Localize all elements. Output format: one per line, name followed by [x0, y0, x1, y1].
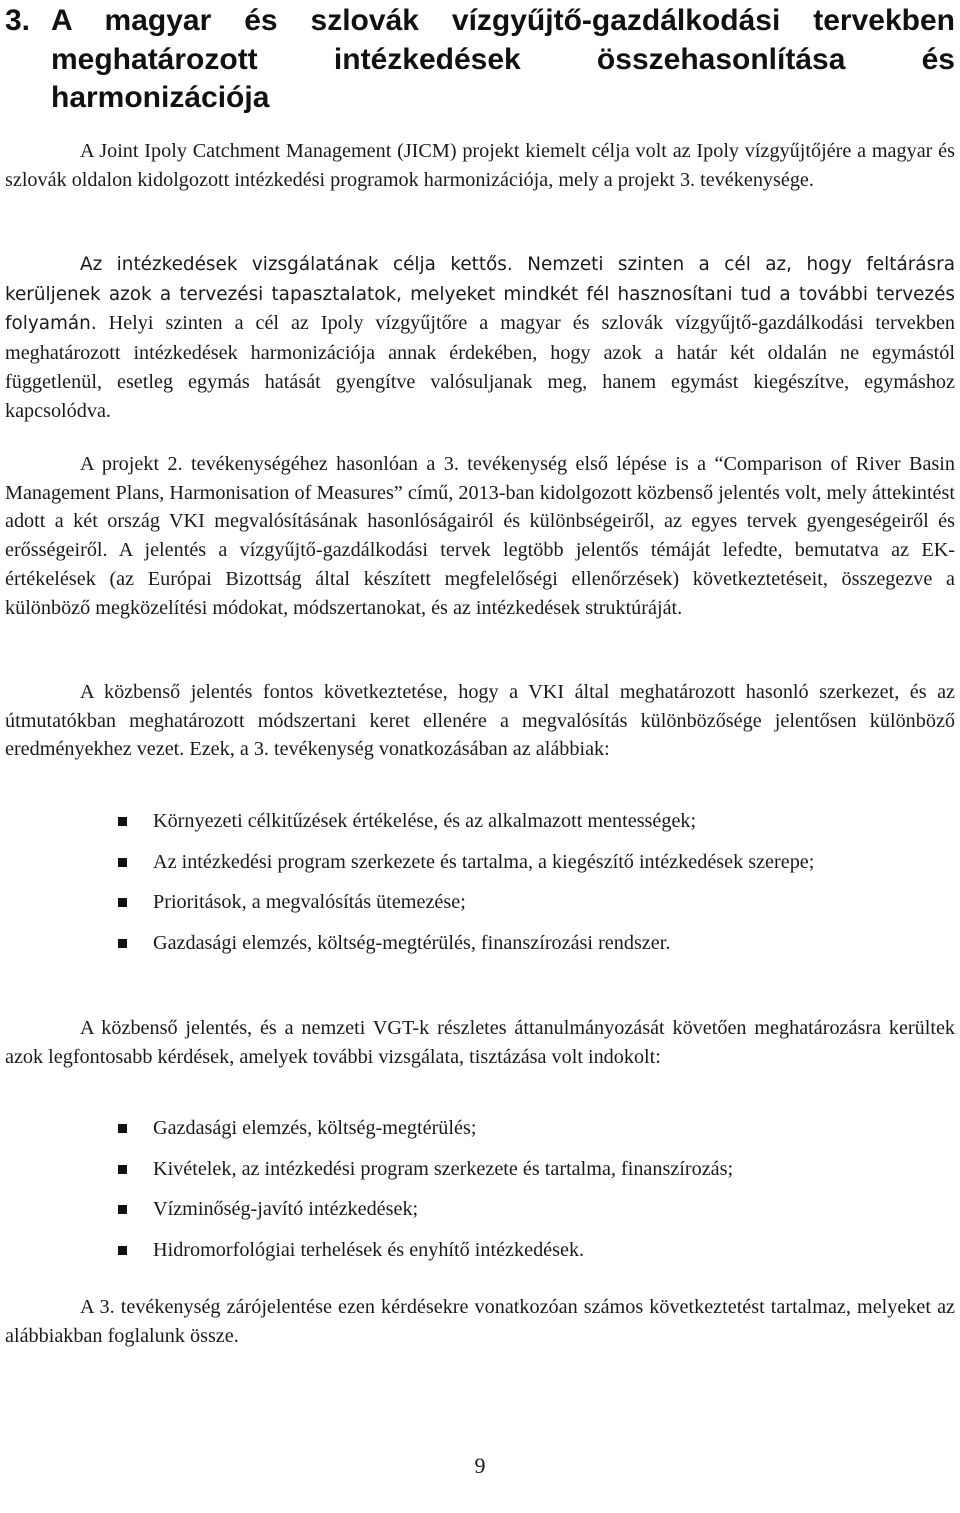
list-item: Gazdasági elemzés, költség-megtérülés; [5, 1114, 955, 1143]
list-item: Prioritások, a megvalósítás ütemezése; [5, 888, 955, 917]
square-bullet-icon [118, 1165, 127, 1174]
page-number: 9 [474, 1453, 486, 1478]
list-item: Gazdasági elemzés, költség-megtérülés, finanszírozási rendszer. [5, 929, 955, 958]
paragraph-conclusion: A közbenső jelentés fontos következtetése, hogy a VKI által meghatározott hasonló szerkezet, és az útmutatókban meghatározott módszertani keret ellenére a megvalósítás különbözősége jelentősen különböző eredményekhez vezet. Ezek, a 3. tevékenység vonatkozásában az alábbiak: [5, 681, 955, 761]
list-implementation-differences [5, 807, 955, 958]
section-number: 3. [5, 4, 31, 37]
square-bullet-icon [118, 898, 127, 907]
paragraph-goals-lead: Az intézkedések vizsgálatának célja kettős. [80, 254, 513, 275]
square-bullet-icon [118, 817, 127, 826]
paragraph-goals-local: Helyi szinten a cél az Ipoly vízgyűjtőre a magyar és szlovák vízgyűjtő-gazdálkodási tervekben meghatározott intézkedések harmonizációja annak érdekében, hogy azok a határ két oldalán ne egymástól függetlenül, esetleg egymás hatását gyengítve valósuljanak meg, hanem egymást kiegészítve, egymáshoz kapcsolódva. [5, 312, 955, 422]
list-key-questions [5, 1114, 955, 1265]
paragraph-intro: A Joint Ipoly Catchment Management (JICM) projekt kiemelt célja volt az Ipoly vízgyűjtőjére a magyar és szlovák oldalon kidolgozott intézkedési programok harmonizációja, mely a projekt 3. tevékenysége. [5, 140, 955, 191]
list-item: Hidromorfológiai terhelések és enyhítő intézkedések. [5, 1236, 955, 1265]
square-bullet-icon [118, 1124, 127, 1133]
square-bullet-icon [118, 1246, 127, 1255]
paragraph-goals-national: Nemzeti szinten a cél az, hogy feltárásra kerüljenek azok a tervezési tapasztalatok, melyeket mindkét fél hasznosítani tud a további tervezés folyamán. [5, 254, 955, 335]
paragraph-goals [5, 250, 955, 425]
section-title: A magyar és szlovák vízgyűjtő-gazdálkodási tervekben meghatározott intézkedések összehasonlítása és harmonizációja [51, 4, 955, 114]
square-bullet-icon [118, 1205, 127, 1214]
section-heading [5, 2, 955, 118]
paragraph-interim-report: A projekt 2. tevékenységéhez hasonlóan a 3. tevékenység első lépése is a “Comparison of River Basin Management Plans, Harmonisation of Measures” című, 2013-ban kidolgozott közbenső jelentés volt, mely áttekintést adott a két ország VKI megvalósításának hasonlóságairól és különbségeiről, az egyes tervek gyengeségeiről és erősségeiről. A jelentés a vízgyűjtő-gazdálkodási tervek legtöbb jelentős témáját lefedte, bemutatva az EK-értékelések (az Európai Bizottság által készített megfelelőségi ellenőrzések) következtetéseit, összegezve a különböző megközelítési módokat, módszertanokat, és az intézkedések struktúráját. [5, 453, 955, 619]
square-bullet-icon [118, 939, 127, 948]
list-item: Az intézkedési program szerkezete és tartalma, a kiegészítő intézkedések szerepe; [5, 848, 955, 877]
list-item: Kivételek, az intézkedési program szerkezete és tartalma, finanszírozás; [5, 1155, 955, 1184]
square-bullet-icon [118, 858, 127, 867]
paragraph-key-questions: A közbenső jelentés, és a nemzeti VGT-k részletes áttanulmányozását követően meghatározásra kerültek azok legfontosabb kérdések, amelyek további vizsgálata, tisztázása volt indokolt: [5, 1017, 955, 1068]
paragraph-final-report: A 3. tevékenység zárójelentése ezen kérdésekre vonatkozóan számos következtetést tartalmaz, melyeket az alábbiakban foglalunk össze. [5, 1296, 955, 1347]
list-item: Vízminőség-javító intézkedések; [5, 1195, 955, 1224]
list-item: Környezeti célkitűzések értékelése, és az alkalmazott mentességek; [5, 807, 955, 836]
